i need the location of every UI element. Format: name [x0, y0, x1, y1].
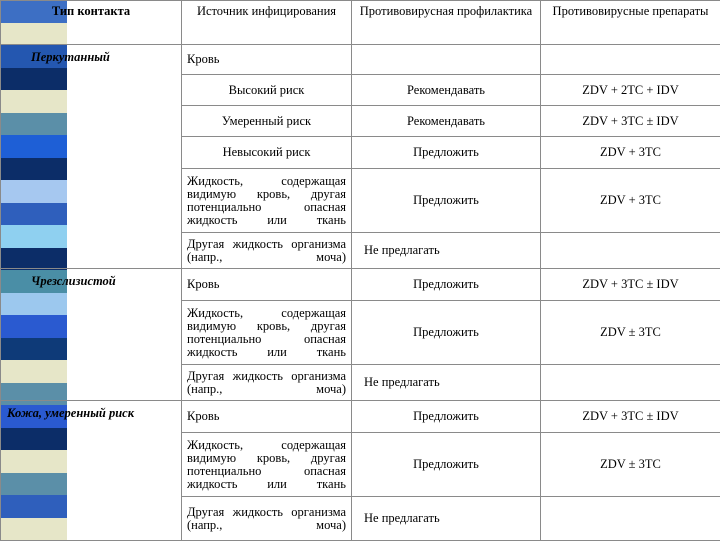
source-cell: Невысокий риск [182, 137, 352, 169]
prophylaxis-cell [352, 45, 541, 75]
source-cell: Другая жидкость организма (напр., моча) [182, 365, 352, 401]
table-row [1, 45, 720, 75]
prophylaxis-cell: Рекомендавать [352, 106, 541, 137]
header-source: Источник инфицирования [182, 1, 352, 45]
prophylaxis-cell: Предложить [352, 301, 541, 365]
contact-type-percutaneous: Перкутанный [1, 45, 182, 269]
drugs-cell: ZDV + 3TC [541, 137, 720, 169]
drugs-cell [541, 233, 720, 269]
drugs-cell: ZDV + 3TC ± IDV [541, 401, 720, 433]
source-cell: Высокий риск [182, 75, 352, 106]
drugs-cell: ZDV ± 3TC [541, 433, 720, 497]
drugs-cell [541, 365, 720, 401]
source-cell: Умеренный риск [182, 106, 352, 137]
source-cell: Жидкость, содержащая видимую кровь, другая потенциально опасная жидкость или ткань [182, 433, 352, 497]
prophylaxis-cell: Не предлагать [352, 365, 541, 401]
table-row [1, 401, 720, 433]
drugs-cell: ZDV + 3TC ± IDV [541, 269, 720, 301]
source-cell: Кровь [182, 45, 352, 75]
prophylaxis-cell: Не предлагать [352, 497, 541, 541]
source-cell: Кровь [182, 269, 352, 301]
source-cell: Жидкость, содержащая видимую кровь, другая потенциально опасная жидкость или ткань [182, 169, 352, 233]
prophylaxis-cell: Предложить [352, 269, 541, 301]
prophylaxis-cell: Предложить [352, 169, 541, 233]
prophylaxis-cell: Предложить [352, 401, 541, 433]
contact-type-skin: Кожа, умеренный риск [1, 401, 182, 541]
header-prophylaxis: Противовирусная профилактика [352, 1, 541, 45]
drugs-cell: ZDV + 3TC [541, 169, 720, 233]
header-contact-type: Тип контакта [1, 1, 182, 45]
source-cell: Другая жидкость организма (напр., моча) [182, 497, 352, 541]
header-row [1, 1, 720, 45]
prophylaxis-cell: Рекомендавать [352, 75, 541, 106]
drugs-cell [541, 497, 720, 541]
source-cell: Жидкость, содержащая видимую кровь, другая потенциально опасная жидкость или ткань [182, 301, 352, 365]
source-cell: Другая жидкость организма (напр., моча) [182, 233, 352, 269]
table-row [1, 269, 720, 301]
prophylaxis-cell: Предложить [352, 433, 541, 497]
contact-type-mucous: Чрезслизистой [1, 269, 182, 401]
drugs-cell: ZDV + 2TC + IDV [541, 75, 720, 106]
source-cell: Кровь [182, 401, 352, 433]
prophylaxis-cell: Предложить [352, 137, 541, 169]
drugs-cell: ZDV ± 3TC [541, 301, 720, 365]
drugs-cell [541, 45, 720, 75]
drugs-cell: ZDV + 3TC ± IDV [541, 106, 720, 137]
prophylaxis-cell: Не предлагать [352, 233, 541, 269]
header-drugs: Противовирусные препараты [541, 1, 720, 45]
